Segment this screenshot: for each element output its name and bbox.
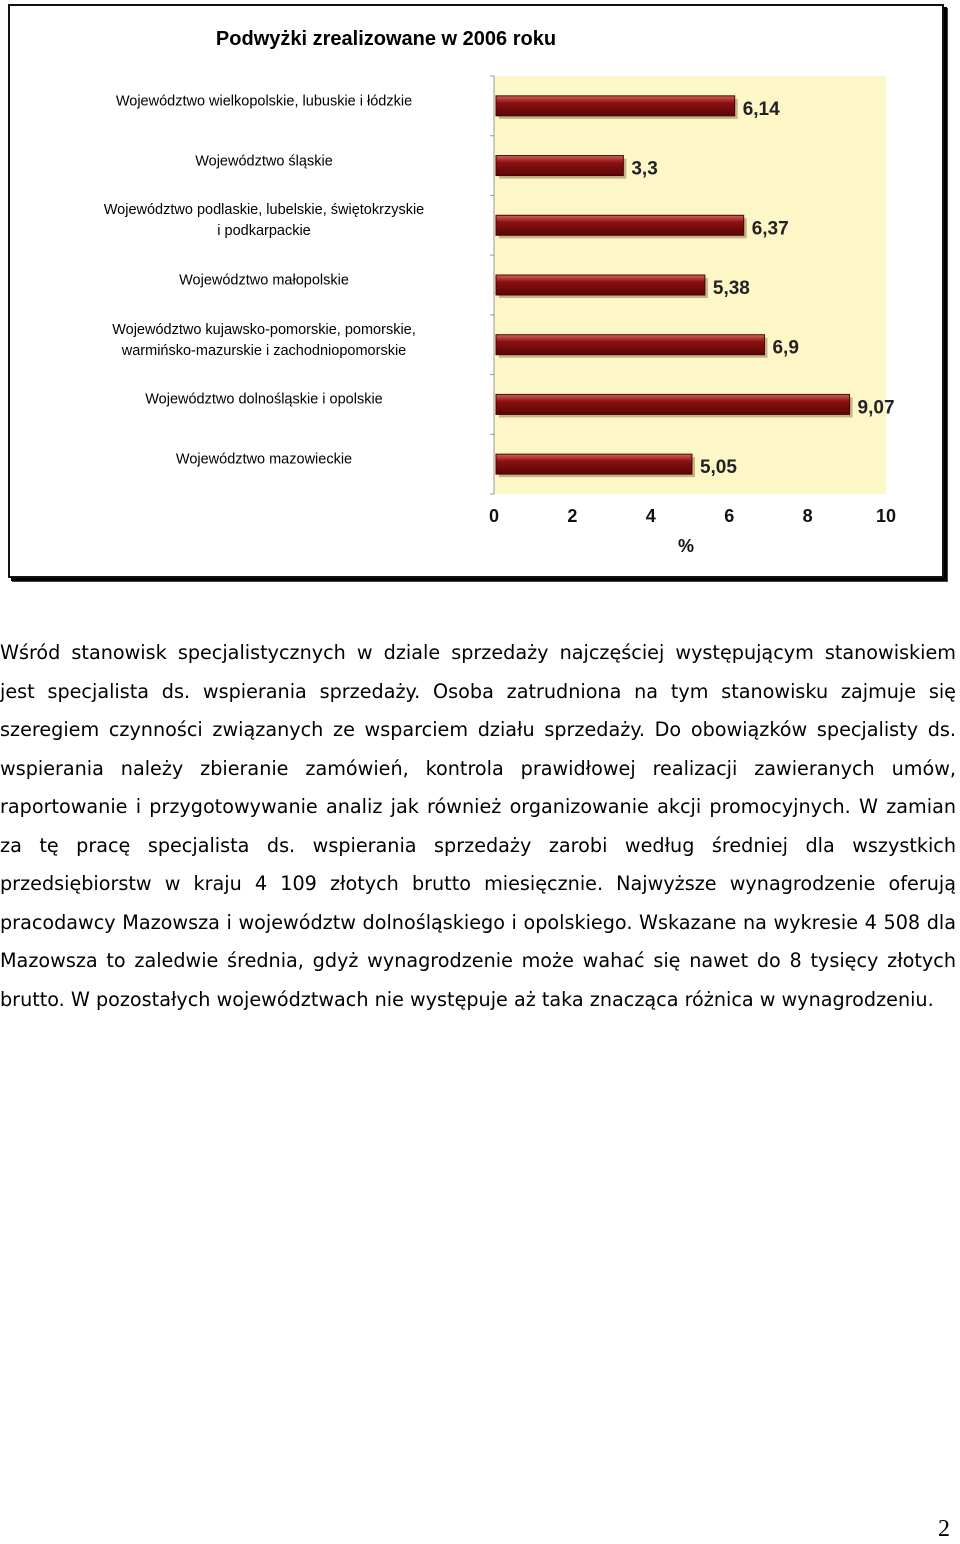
bar	[496, 335, 764, 355]
bar	[496, 275, 705, 295]
bar-value-label: 5,05	[699, 457, 737, 479]
bar	[496, 394, 850, 414]
x-tick-label: 2	[567, 506, 578, 526]
x-tick-label: 4	[645, 506, 656, 526]
x-axis-label: %	[677, 536, 695, 556]
bar-value-label: 9,07	[857, 397, 895, 419]
body-paragraph: Wśród stanowisk specjalistycznych w dziale sprzedaży najczęściej występującym stanowiskiem jest specjalista ds. wspierania sprzedaży. Osoba zatrudniona na tym stanowisku zajmuje się szeregiem czynności związanych ze wsparciem działu sprzedaży. Do obowiązków specjalisty ds. wspierania należy zbieranie zamówień, kontrola prawidłowej realizacji zawieranych umów, raportowanie i przygotowywanie analiz jak również organizowanie akcji promocyjnych. W zamian za tę pracę specjalista ds. wspierania sprzedaży zarobi według średniej dla wszystkich przedsiębiorstw w kraju 4 109 złotych brutto miesięcznie. Najwyższe wynagrodzenie oferują pracodawcy Mazowsza i województw dolnośląskiego i opolskiego. Wskazane na wykresie 4 508 dla Mazowsza to zaledwie średnia, gdyż wynagrodzenie może wahać się nawet do 8 tysięcy złotych brutto. W pozostałych województwach nie występuje aż taka znacząca różnica w wynagrodzeniu.	[0, 641, 956, 1011]
bar-chart	[10, 6, 942, 576]
x-tick-label: 6	[724, 506, 735, 526]
bar-value-label: 6,14	[742, 98, 780, 120]
x-tick-label: 10	[875, 506, 897, 526]
bar	[496, 215, 744, 235]
bar	[496, 156, 623, 176]
category-label-line: Województwo wielkopolskie, lubuskie i łódzkie	[115, 93, 413, 110]
category-label-line: Województwo mazowieckie	[175, 451, 353, 468]
category-label-line: Województwo dolnośląskie i opolskie	[145, 391, 383, 408]
category-label-line: i podkarpackie	[217, 223, 311, 240]
bar	[496, 96, 735, 116]
category-label-line: Województwo śląskie	[195, 153, 333, 170]
bar-value-label: 3,3	[631, 158, 658, 180]
category-label-line: Województwo małopolskie	[179, 272, 349, 289]
bar-value-label: 5,38	[712, 278, 750, 299]
page-number: 2	[938, 1516, 950, 1542]
bar-value-label: 6,37	[751, 218, 789, 240]
bar-value-label: 6,9	[772, 337, 799, 359]
x-tick-label: 8	[802, 506, 813, 526]
chart-title: Podwyżki zrealizowane w 2006 roku	[215, 28, 557, 50]
x-tick-label: 0	[488, 506, 500, 526]
category-label-line: Województwo podlaskie, lubelskie, świętokrzyskie	[103, 202, 425, 219]
chart-frame	[8, 4, 944, 578]
bar	[496, 454, 692, 474]
category-label-line: Województwo kujawsko-pomorskie, pomorskie,	[112, 321, 416, 338]
category-label-line: warmińsko-mazurskie i zachodniopomorskie	[121, 342, 407, 359]
